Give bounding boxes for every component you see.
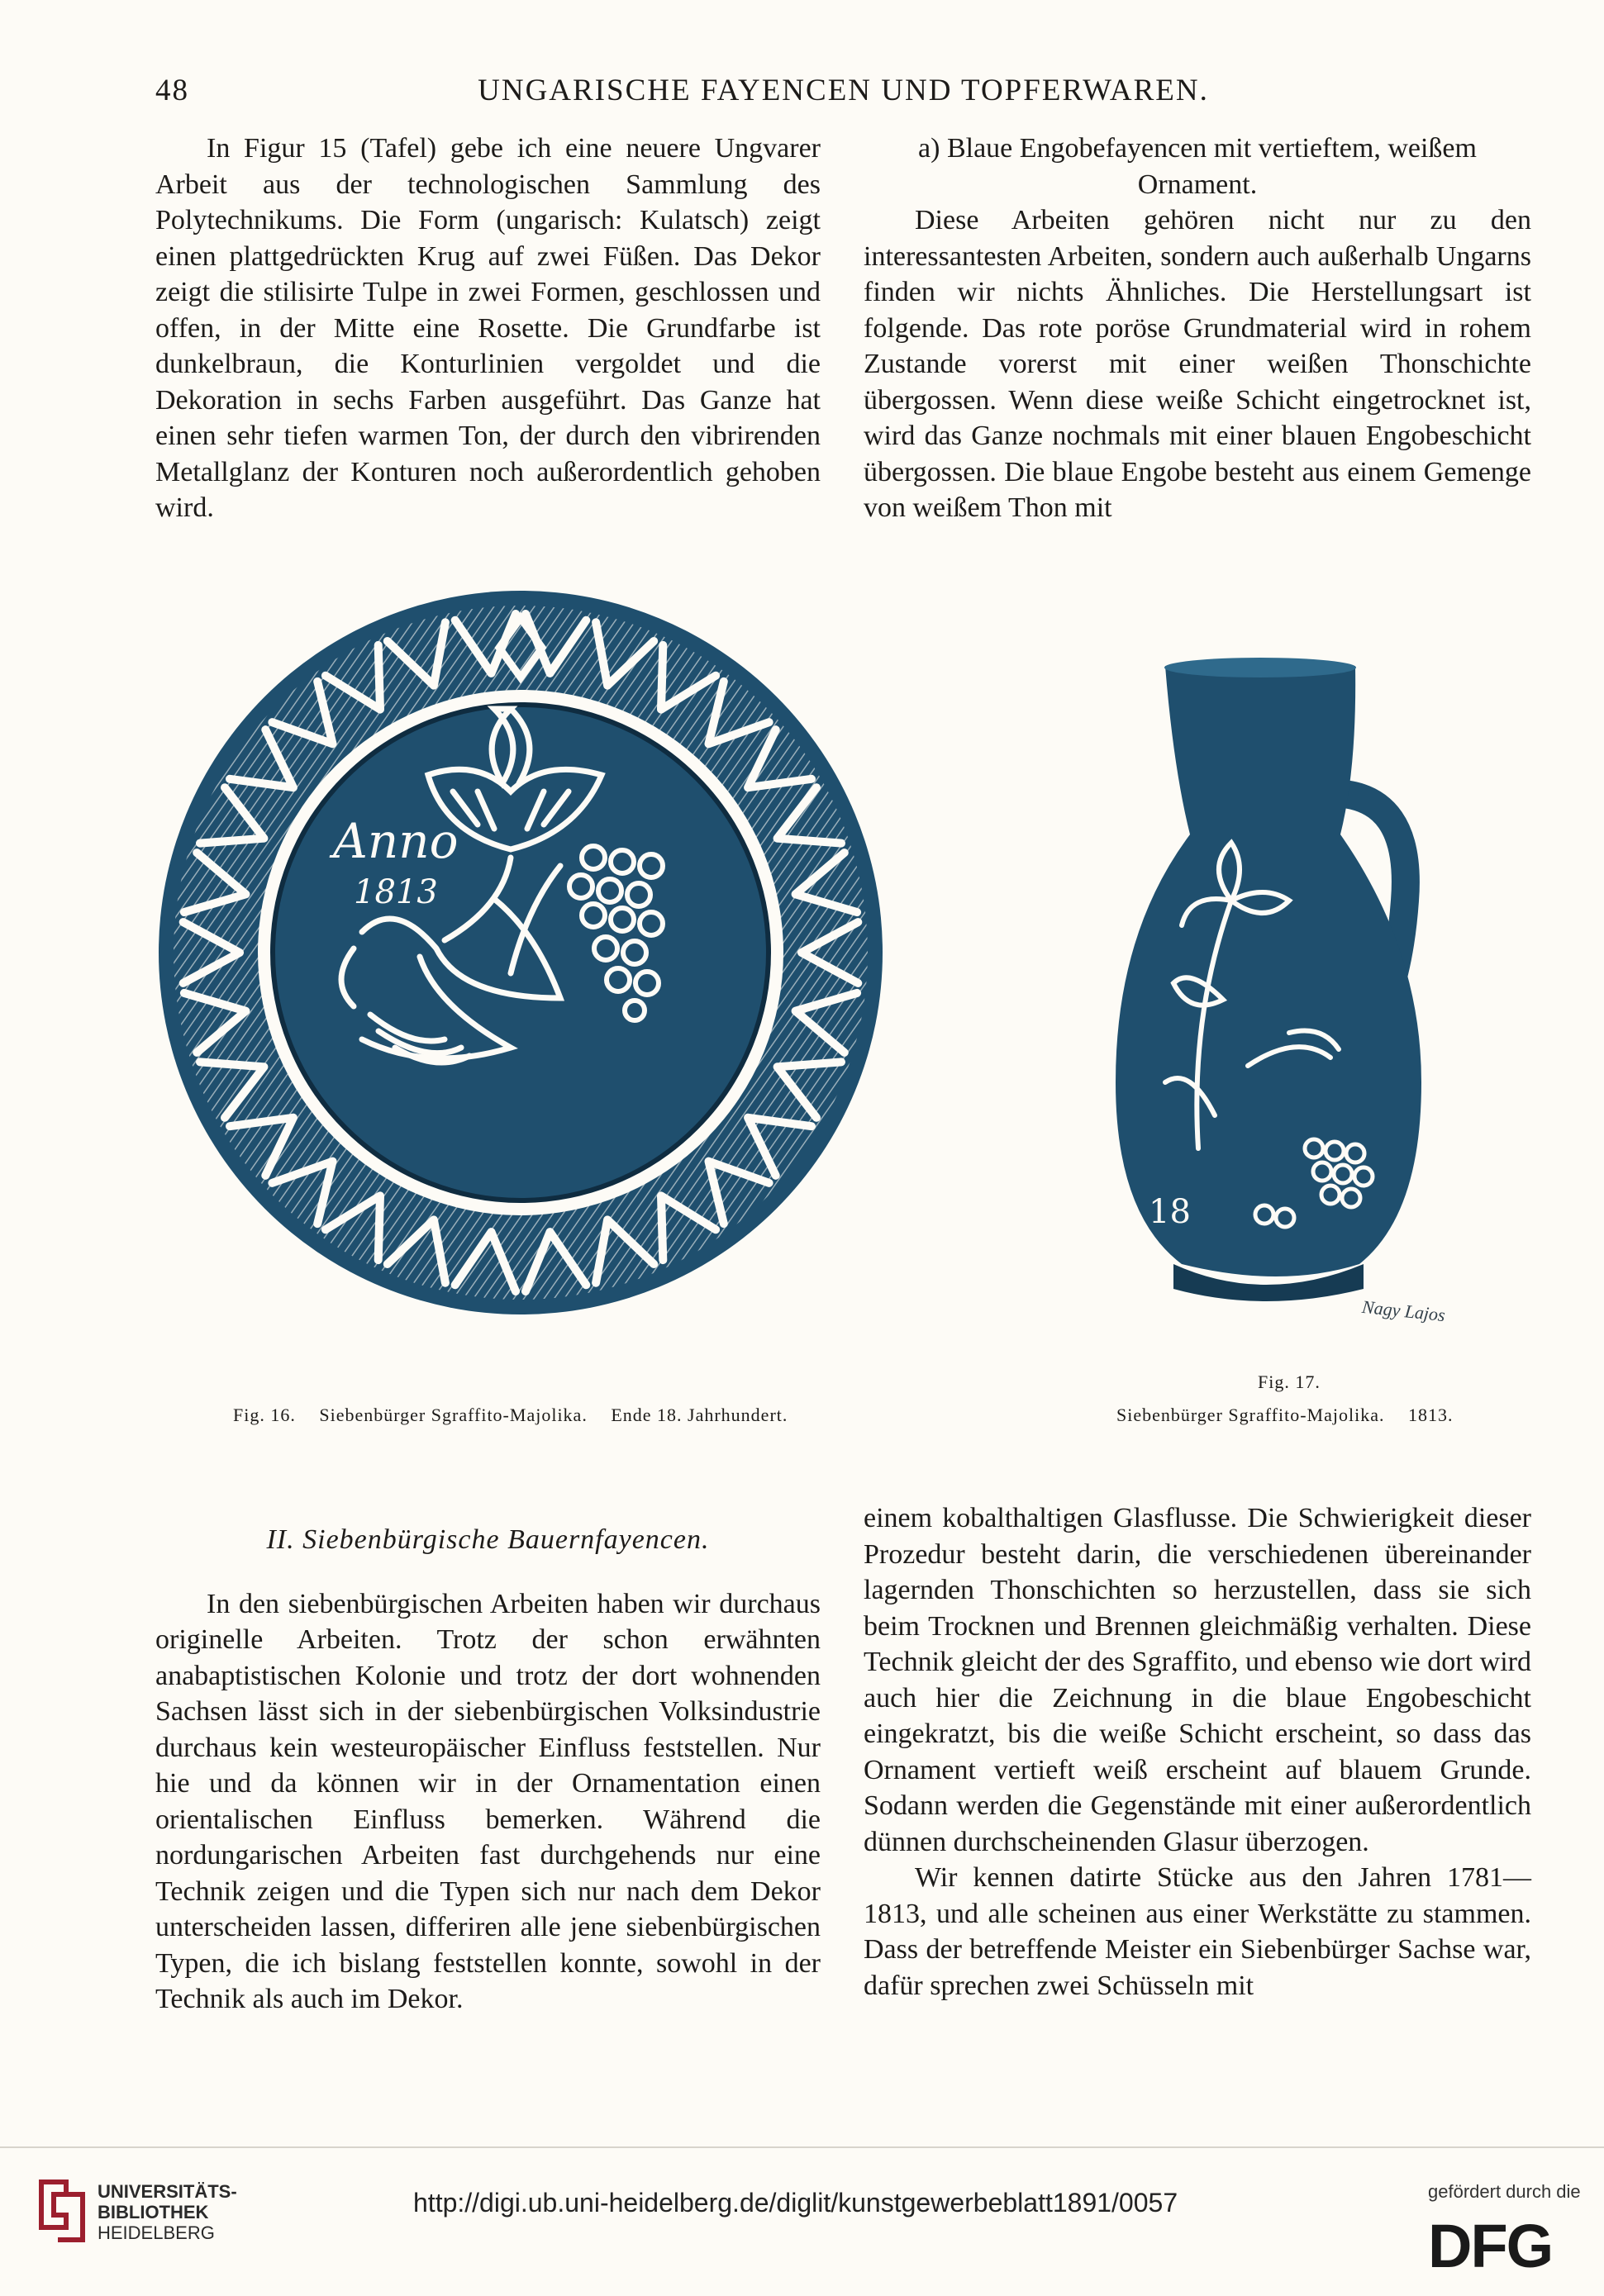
section-heading: II. Siebenbürgische Bauernfayencen.: [266, 1524, 710, 1555]
jug-inscription: 18: [1149, 1193, 1191, 1231]
page-number: 48: [155, 74, 189, 107]
jug-illustration: [1033, 653, 1479, 1338]
running-title: UNGARISCHE FAYENCEN UND TOPFERWAREN.: [478, 74, 1209, 107]
text-column-top-right: [864, 131, 1531, 526]
paragraph: Wir kennen datirte Stücke aus den Jahren 1781—1813, und alle scheinen aus einer Werkstätte zu stammen. Dass der betreffende Meister ein Siebenbürger Sachse war, dafür sprechen zwei Schüsseln mit: [864, 1862, 1531, 2001]
figure-16-caption: [233, 1405, 806, 1426]
footer-divider: [0, 2146, 1604, 2148]
library-line-2: BIBLIOTHEK: [98, 2202, 209, 2222]
funding-label: gefördert durch die: [1428, 2181, 1581, 2202]
plate-illustration: [155, 585, 887, 1320]
text-column-bottom-right: [864, 1500, 1531, 2004]
text-column-bottom-left: [155, 1500, 821, 2018]
figure-16-date: Ende 18. Jahrhundert.: [611, 1405, 788, 1425]
library-line-1: UNIVERSITÄTS-: [98, 2181, 237, 2202]
figure-16-title: Siebenbürger Sgraffito-Majolika.: [319, 1405, 588, 1425]
figure-17-label: Fig. 17.: [1258, 1371, 1321, 1392]
figure-17-title: Siebenbürger Sgraffito-Majolika.: [1116, 1405, 1385, 1425]
figure-17-date: 1813.: [1407, 1405, 1454, 1425]
library-name: [98, 2181, 237, 2243]
university-library-logo-icon: [33, 2178, 91, 2244]
jug-body: [1116, 666, 1421, 1276]
page-header: [155, 73, 1531, 114]
artist-signature: Nagy Lajos: [1361, 1295, 1446, 1326]
permalink-url[interactable]: http://digi.ub.uni-heidelberg.de/diglit/kunstgewerbeblatt1891/0057: [413, 2188, 1178, 2218]
dfg-logo: DFG: [1428, 2212, 1553, 2280]
paragraph: In den siebenbürgischen Arbeiten haben wir durchaus originelle Arbeiten. Trotz der schon erwähnten anabaptistischen Kolonie und trotz der dort wohnenden Sachsen lässt sich in der siebenbürgischen Volksindustrie durchaus kein westeuropäischer Einfluss feststellen. Nur hie und da können wir in der Ornamentation einen orientalischen Einfluss bemerken. Während die nordungarischen Arbeiten fast durchgehends nur eine Technik zeigen und die Typen sich nur nach dem Dekor unterscheiden lassen, differiren alle jene siebenbürgischen Typen, die ich bislang feststellen konnte, sowohl in der Technik als auch im Dekor.: [155, 1588, 821, 2014]
paragraph: einem kobalthaltigen Glasflusse. Die Schwierigkeit dieser Prozedur besteht darin, die verschiedenen übereinander lagernden Thonschichten so herzustellen, dass sie sich beim Trocknen und Brennen gleichmäßig verhalten. Diese Technik gleicht der des Sgraffito, und ebenso wie dort wird auch hier die Zeichnung in die blaue Engobeschicht eingekratzt, bis die weiße Schicht erscheint, so dass das Ornament vertieft weiß erscheint auf blauem Grunde. Sodann werden die Gegenstände mit einer außerordentlich dünnen durchscheinenden Glasur überzogen.: [864, 1503, 1531, 1857]
plate-inscription-anno: Anno: [333, 813, 459, 869]
library-line-3: HEIDELBERG: [98, 2222, 215, 2243]
text-column-top-left: [155, 131, 821, 526]
figure-16-label: Fig. 16.: [233, 1405, 296, 1425]
subsection-heading: a) Blaue Engobefayencen mit vertieftem, weißem Ornament.: [918, 133, 1477, 200]
paragraph: In Figur 15 (Tafel) gebe ich eine neuere Ungvarer Arbeit aus der technologischen Sammlung des Polytechnikums. Die Form (ungarisch: Kulatsch) zeigt einen plattgedrückten Krug auf zwei Füßen. Das Dekor zeigt die stilisirte Tulpe in zwei Formen, geschlossen und offen, in der Mitte eine Rosette. Die Grundfarbe ist dunkelbraun, die Konturlinien vergoldet und die Dekoration in sechs Farben ausgeführt. Das Ganze hat einen sehr tiefen warmen Ton, der durch den vibrirenden Metallglanz der Konturen noch außerordentlich gehoben wird.: [155, 133, 821, 523]
figure-17-caption: [1116, 1405, 1471, 1426]
plate-inscription-year: 1813: [354, 873, 438, 911]
paragraph: Diese Arbeiten gehören nicht nur zu den interessantesten Arbeiten, sondern auch außerhalb Ungarns finden wir nichts Ähnliches. Die Herstellungsart ist folgende. Das rote poröse Grundmaterial wird in rohem Zustande vorerst mit einer weißen Thonschichte übergossen. Wenn diese weiße Schicht eingetrocknet ist, wird das Ganze nochmals mit einer blauen Engobeschicht übergossen. Die blaue Engobe besteht aus einem Gemenge von weißem Thon mit: [864, 205, 1531, 523]
